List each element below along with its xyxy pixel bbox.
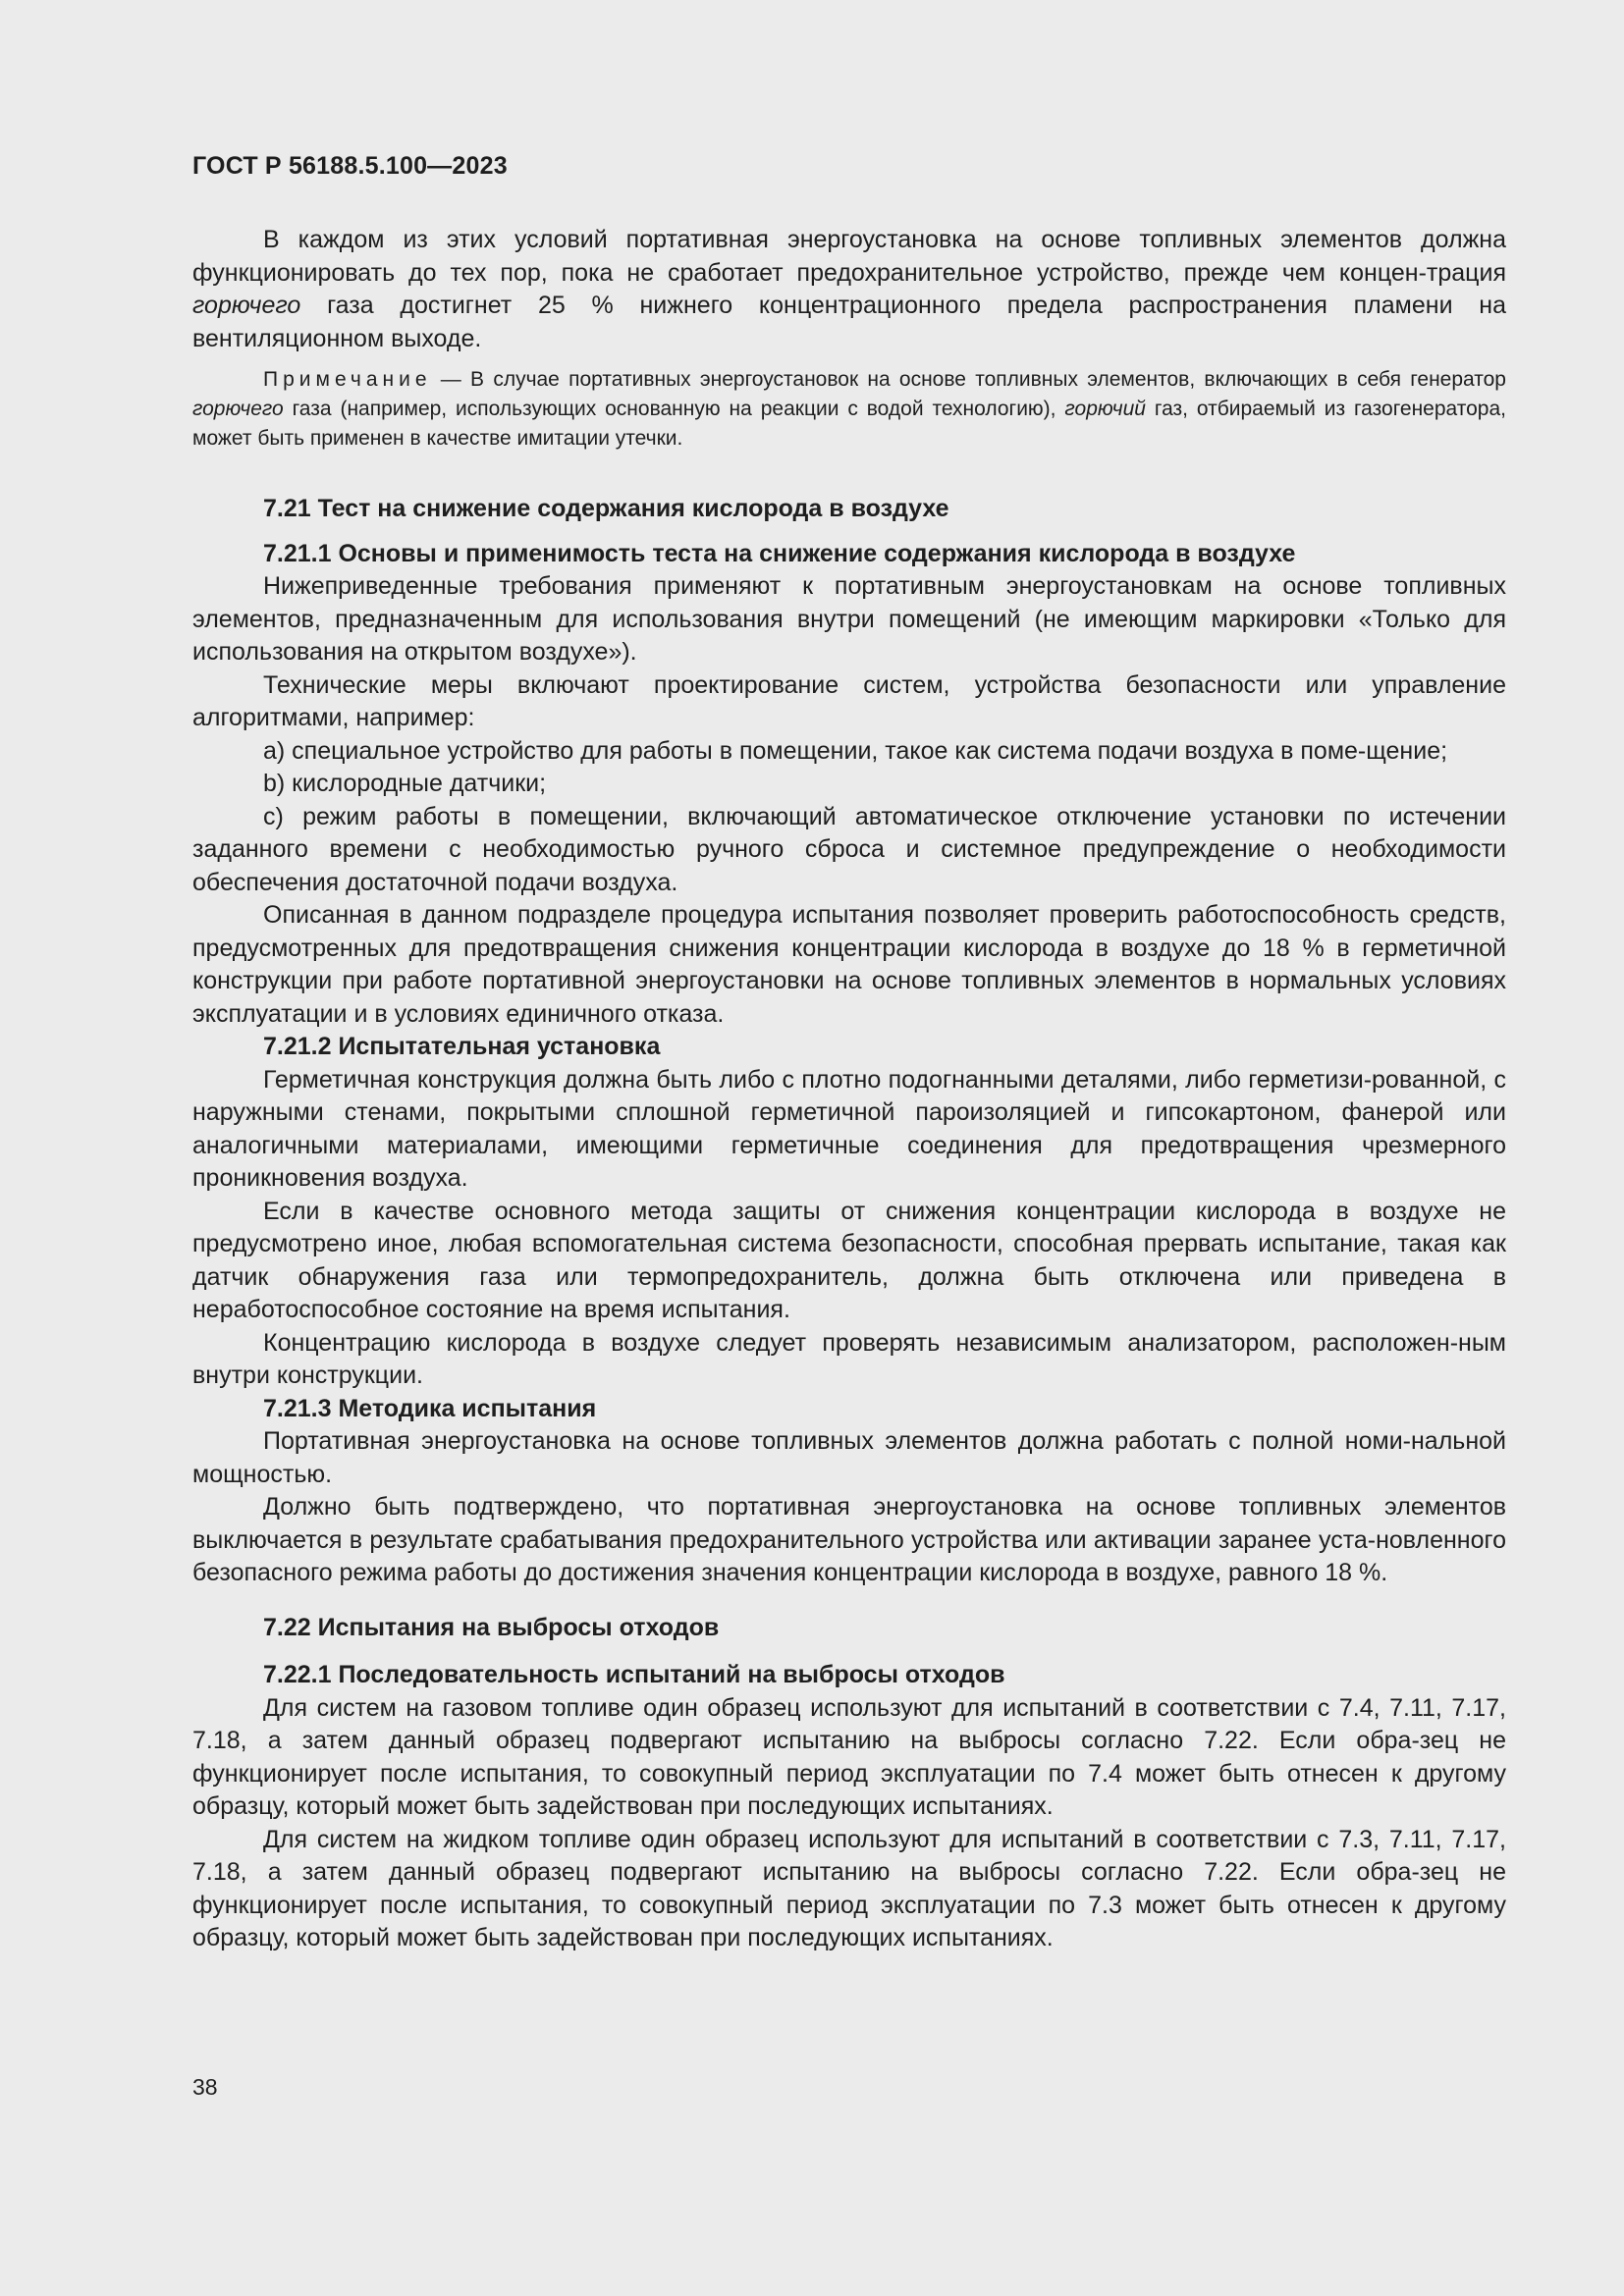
list-item-a: a) специальное устройство для работы в помещении, такое как система подачи воздуха в поме-щение; [263,736,1448,765]
list-item-b: b) кислородные датчики; [263,770,547,797]
section-7-22-1-title: 7.22.1 Последовательность испытаний на выбросы отходов [263,1661,1005,1688]
document-page [192,147,1506,1955]
document-code-header: ГОСТ Р 56188.5.100—2023 [192,152,508,180]
section-7-22-title: 7.22 Испытания на выбросы отходов [263,1613,720,1641]
intro-text-part-1: В каждом из этих условий портативная энергоустановка на основе топливных элементов должна функционировать до тех пор, пока не сработает предохранительное устройство, прежде чем концен-трация [192,226,1506,287]
note-paragraph [192,365,1506,454]
note-emphasis-2: горючий [1064,398,1146,420]
intro-paragraph [192,224,1506,355]
section-7-21-title: 7.21 Тест на снижение содержания кислорода в воздухе [263,495,949,522]
list-item-c: c) режим работы в помещении, включающий автоматическое отключение установки по истечении заданного времени с необходимостью ручного сброса и системное предупреждение о необходимости обеспечения достаточной подачи воздуха. [192,802,1506,896]
body-paragraph: Технические меры включают проектирование систем, устройства безопасности или управление алгоритмами, например: [192,670,1506,731]
intro-emphasis: горючего [192,292,301,319]
page-number: 38 [192,2074,218,2100]
body-paragraph: Должно быть подтверждено, что портативная энергоустановка на основе топливных элементов выключается в результате срабатывания предохранительного устройства или активации заранее уста-новленного безопасного режима работы до достижения значения концентрации кислорода в воздухе, равного 18 %. [192,1493,1506,1586]
intro-text-part-2: газа достигнет 25 % нижнего концентрационного предела распространения пламени на вентиляционном выходе. [192,292,1506,352]
note-text-part-1: — В случае портативных энергоустановок на основе топливных элементов, включающих в себя генератор [431,368,1506,391]
section-7-21-2-title: 7.21.2 Испытательная установка [263,1033,661,1060]
note-label: Примечание [263,368,432,391]
note-text-part-3: газ, отбираемый из газогенератора, может быть применен в качестве имитации утечки. [192,398,1506,450]
section-7-21-1-title: 7.21.1 Основы и применимость теста на снижение содержания кислорода в воздухе [263,539,1296,567]
body-paragraph: Нижеприведенные требования применяют к портативным энергоустановкам на основе топливных элементов, предназначенным для использования внутри помещений (не имеющим маркировки «Только для использования на открытом воздухе»). [192,572,1506,666]
note-emphasis-1: горючего [192,398,284,420]
body-paragraph: Герметичная конструкция должна быть либо с плотно подогнанными деталями, либо герметизи-рованной, с наружными стенами, покрытыми сплошной герметичной пароизоляцией и гипсокартоном, фанерой или аналогичными материалами, имеющими герметичные соединения для предотвращения чрезмерного проникновения воздуха. [192,1065,1506,1192]
body-paragraph: Концентрацию кислорода в воздухе следует проверять независимым анализатором, расположен-ным внутри конструкции. [192,1328,1506,1389]
note-text-part-2: газа (например, использующих основанную на реакции с водой технологию), [283,398,1065,420]
section-7-21-3-title: 7.21.3 Методика испытания [263,1394,597,1422]
body-paragraph: Для систем на газовом топливе один образец используют для испытаний в соответствии с 7.4, 7.11, 7.17, 7.18, а затем данный образец подвергают испытанию на выбросы согласно 7.22. Если обра-зец не функционирует после испытания, то совокупный период эксплуатации по 7.4 может быть отнесен к другому образцу, который может быть задействован при последующих испытаниях. [192,1693,1506,1820]
body-paragraph: Портативная энергоустановка на основе топливных элементов должна работать с полной номи-нальной мощностью. [192,1427,1506,1488]
body-paragraph: Описанная в данном подразделе процедура испытания позволяет проверить работоспособность средств, предусмотренных для предотвращения снижения концентрации кислорода в воздухе до 18 % в герметичной конструкции при работе портативной энергоустановки на основе топливных элементов в нормальных условиях эксплуатации и в условиях единичного отказа. [192,901,1506,1028]
body-paragraph: Если в качестве основного метода защиты от снижения концентрации кислорода в воздухе не предусмотрено иное, любая вспомогательная система безопасности, способная прервать испытание, такая как датчик обнаружения газа или термопредохранитель, должна быть отключена или приведена в неработоспособное состояние на время испытания. [192,1197,1506,1323]
body-paragraph: Для систем на жидком топливе один образец используют для испытаний в соответствии с 7.3, 7.11, 7.17, 7.18, а затем данный образец подвергают испытанию на выбросы согласно 7.22. Если обра-зец не функционирует после испытания, то совокупный период эксплуатации по 7.3 может быть отнесен к другому образцу, который может быть задействован при последующих испытаниях. [192,1825,1506,1951]
